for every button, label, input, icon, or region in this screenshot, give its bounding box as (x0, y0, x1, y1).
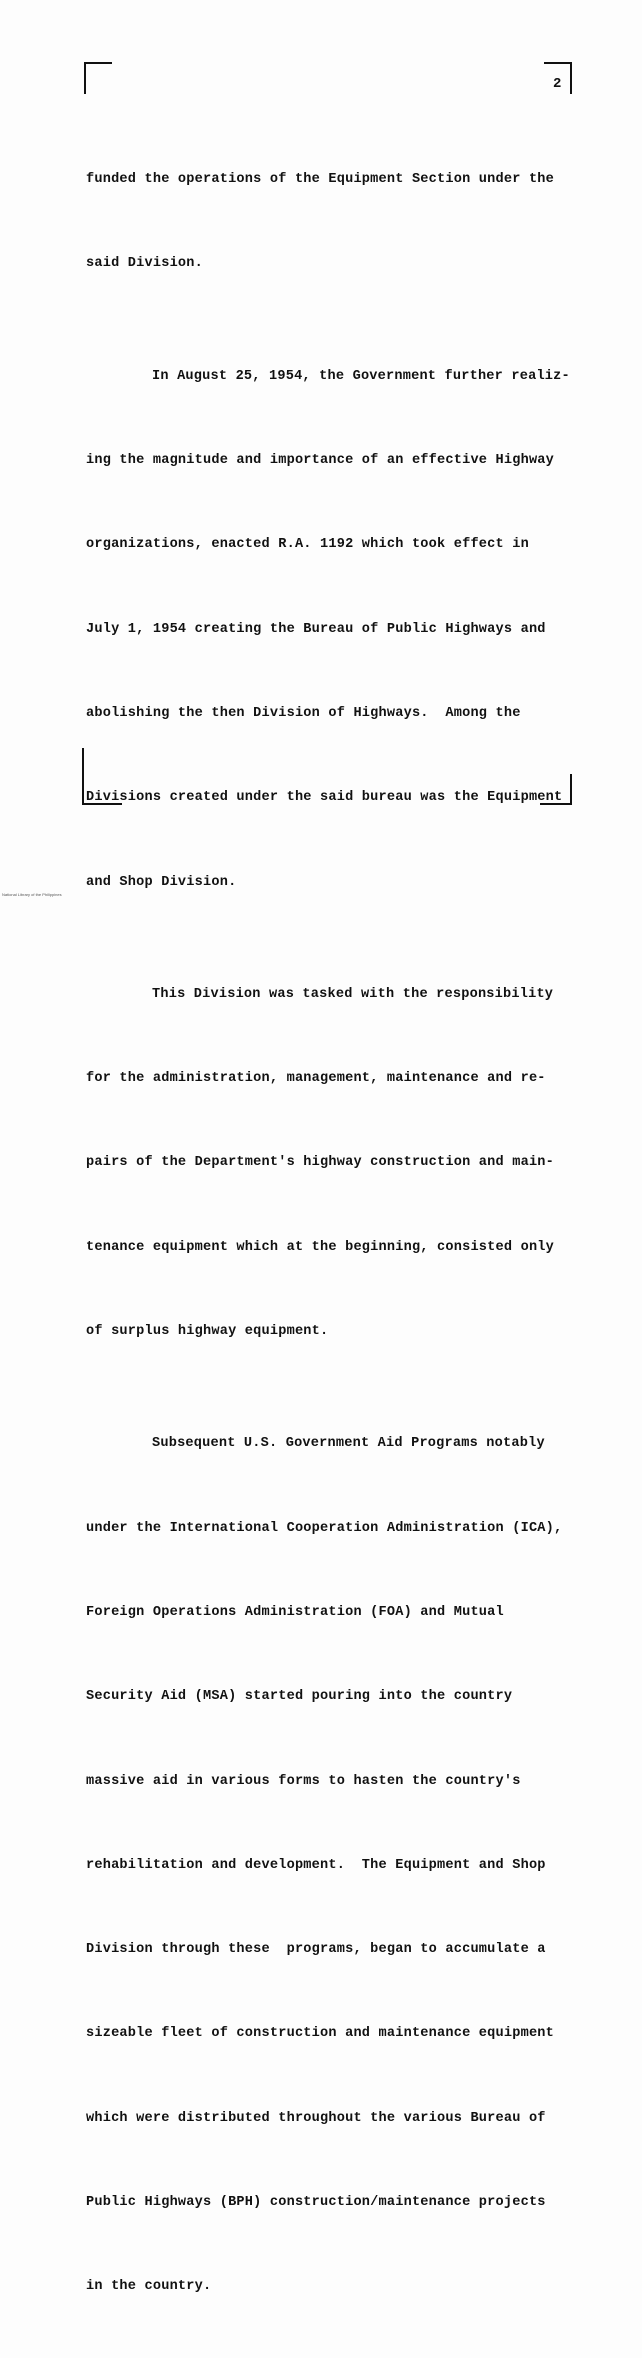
text-line: for the administration, management, maintenance and re- (86, 1071, 546, 1087)
corner-mark-top-right (544, 62, 572, 64)
text-line: under the International Cooperation Administration (ICA), (86, 1520, 563, 1536)
text-line: massive aid in various forms to hasten the country's (86, 1773, 521, 1789)
text-line: Security Aid (MSA) started pouring into the country (86, 1689, 513, 1705)
corner-mark-top-left (84, 62, 112, 64)
text-line: Divisions created under the said bureau was the Equipment (86, 790, 563, 806)
text-line: This Division was tasked with the responsibility (152, 986, 554, 1002)
text-line: of surplus highway equipment. (86, 1324, 329, 1340)
text-line: said Division. (86, 256, 204, 272)
text-line: July 1, 1954 creating the Bureau of Public Highways and (86, 621, 546, 637)
text-line: Public Highways (BPH) construction/maintenance projects (86, 2194, 546, 2210)
text-line: and Shop Division. (86, 874, 237, 890)
text-line: Foreign Operations Administration (FOA) and Mutual (86, 1604, 504, 1620)
text-line: tenance equipment which at the beginning, consisted only (86, 1239, 555, 1255)
text-line: in the country. (86, 2279, 212, 2295)
text-line: which were distributed throughout the various Bureau of (86, 2110, 546, 2126)
text-line: rehabilitation and development. The Equipment and Shop (86, 1857, 546, 1873)
text-line: abolishing the then Division of Highways. Among the (86, 705, 521, 721)
body-text (86, 110, 586, 2358)
corner-mark-top-left-vertical (84, 62, 86, 94)
page-number: 2 (553, 76, 562, 92)
footer-credit: National Library of the Philippines (2, 892, 62, 897)
text-line: pairs of the Department's highway construction and main- (86, 1155, 555, 1171)
text-line: Subsequent U.S. Government Aid Programs notably (152, 1436, 545, 1452)
text-line: funded the operations of the Equipment Section under the (86, 172, 555, 188)
corner-mark-top-right-vertical (570, 62, 572, 94)
text-line: ing the magnitude and importance of an effective Highway (86, 453, 555, 469)
text-line: In August 25, 1954, the Government further realiz- (152, 368, 570, 384)
text-line: organizations, enacted R.A. 1192 which took effect in (86, 537, 529, 553)
corner-mark-bottom-left-vertical (82, 748, 84, 804)
text-line: sizeable fleet of construction and maintenance equipment (86, 2026, 555, 2042)
text-line: Division through these programs, began to accumulate a (86, 1942, 546, 1958)
